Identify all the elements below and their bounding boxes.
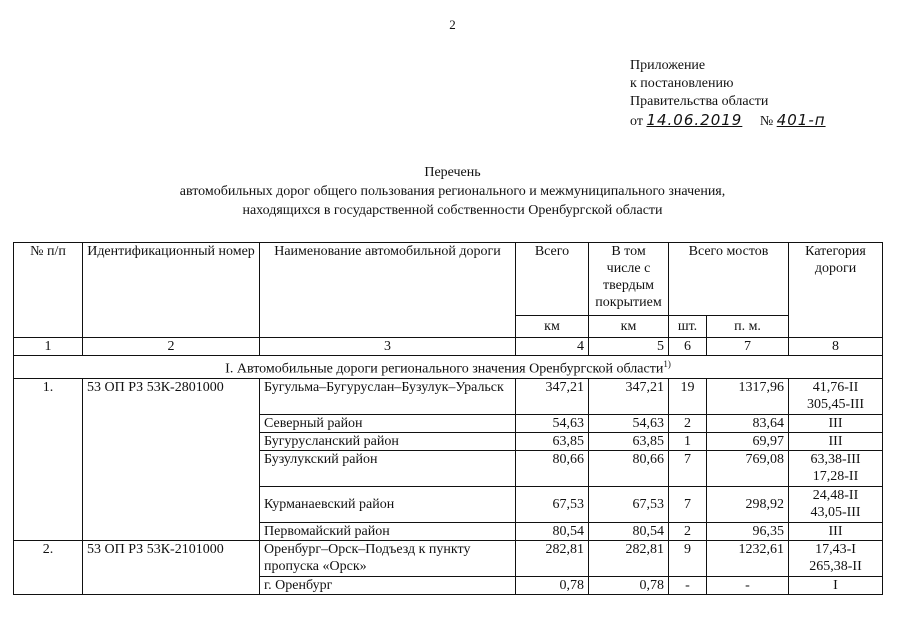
section-title — [14, 356, 883, 379]
road-category: 17,43-I 265,38-II — [789, 540, 883, 576]
appendix-line2: к постановлению — [630, 76, 734, 91]
road-paved: 347,21 — [589, 378, 669, 414]
col-number: 3 — [260, 338, 516, 356]
district-name: Курманаевский район — [260, 486, 516, 522]
district-name: Первомайский район — [260, 522, 516, 540]
header-total: Всего — [516, 243, 589, 316]
handwritten-date: 14.06.2019 — [646, 111, 743, 129]
title-line3: находящихся в государственной собственности Оренбургской области — [242, 203, 663, 218]
road-name: Бугульма–Бугуруслан–Бузулук–Уральск — [260, 378, 516, 414]
district-paved: 54,63 — [589, 414, 669, 432]
district-category: III — [789, 522, 883, 540]
district-bridges: 2 — [669, 414, 707, 432]
header-category: Категория дороги — [789, 243, 883, 338]
unit-bridges-count: шт. — [669, 316, 707, 338]
appendix-line1: Приложение — [630, 58, 706, 73]
appendix-block — [630, 57, 826, 131]
footnote-mark: 1) — [663, 359, 671, 369]
district-total: 67,53 — [516, 486, 589, 522]
district-bridges: - — [669, 576, 707, 594]
district-bridges: 2 — [669, 522, 707, 540]
district-bridge-length: - — [707, 576, 789, 594]
road-id: 53 ОП РЗ 53К-2801000 — [83, 378, 260, 540]
col-number: 7 — [707, 338, 789, 356]
title-line2: автомобильных дорог общего пользования регионального и межмуниципального значения, — [179, 184, 726, 199]
district-bridge-length: 769,08 — [707, 450, 789, 486]
district-bridge-length: 69,97 — [707, 432, 789, 450]
document-title — [0, 163, 905, 220]
district-category: I — [789, 576, 883, 594]
district-name: г. Оренбург — [260, 576, 516, 594]
district-paved: 0,78 — [589, 576, 669, 594]
roads-table — [13, 242, 883, 595]
header-num: № п/п — [14, 243, 83, 338]
col-number: 1 — [14, 338, 83, 356]
district-bridges: 7 — [669, 450, 707, 486]
district-name: Северный район — [260, 414, 516, 432]
section-title-text: I. Автомобильные дороги регионального значения Оренбургской области — [225, 361, 664, 377]
col-number: 8 — [789, 338, 883, 356]
road-num: 2. — [14, 540, 83, 594]
road-total: 282,81 — [516, 540, 589, 576]
header-name: Наименование автомобильной дороги — [260, 243, 516, 338]
road-id: 53 ОП РЗ 53К-2101000 — [83, 540, 260, 594]
col-number: 4 — [516, 338, 589, 356]
road-category: 41,76-II 305,45-III — [789, 378, 883, 414]
road-num: 1. — [14, 378, 83, 540]
col-number: 2 — [83, 338, 260, 356]
road-name: Оренбург–Орск–Подъезд к пункту пропуска «Орск» — [260, 540, 516, 576]
district-category: 63,38-III 17,28-II — [789, 450, 883, 486]
column-numbers-row — [14, 338, 883, 356]
district-paved: 63,85 — [589, 432, 669, 450]
district-total: 80,54 — [516, 522, 589, 540]
page-number: 2 — [449, 17, 456, 32]
district-total: 0,78 — [516, 576, 589, 594]
road-total: 347,21 — [516, 378, 589, 414]
district-category: III — [789, 432, 883, 450]
appendix-date-line — [630, 111, 826, 131]
district-bridges: 7 — [669, 486, 707, 522]
handwritten-number: 401-п — [776, 111, 826, 129]
district-total: 80,66 — [516, 450, 589, 486]
title-line1: Перечень — [424, 165, 481, 180]
district-bridge-length: 96,35 — [707, 522, 789, 540]
road-bridges: 9 — [669, 540, 707, 576]
header-paved: В том числе с твердым покрытием — [589, 243, 669, 316]
col-number: 5 — [589, 338, 669, 356]
district-paved: 80,66 — [589, 450, 669, 486]
district-category: III — [789, 414, 883, 432]
road-bridges: 19 — [669, 378, 707, 414]
unit-bridges-length: п. м. — [707, 316, 789, 338]
header-id: Идентификационный номер — [83, 243, 260, 338]
road-paved: 282,81 — [589, 540, 669, 576]
unit-paved: км — [589, 316, 669, 338]
district-bridge-length: 83,64 — [707, 414, 789, 432]
table-row — [14, 378, 883, 414]
district-bridge-length: 298,92 — [707, 486, 789, 522]
road-bridge-length: 1232,61 — [707, 540, 789, 576]
from-label: от — [630, 114, 643, 129]
district-total: 63,85 — [516, 432, 589, 450]
section-row — [14, 356, 883, 379]
unit-total: км — [516, 316, 589, 338]
district-bridges: 1 — [669, 432, 707, 450]
road-bridge-length: 1317,96 — [707, 378, 789, 414]
appendix-line3: Правительства области — [630, 94, 769, 109]
district-paved: 80,54 — [589, 522, 669, 540]
col-number: 6 — [669, 338, 707, 356]
district-category: 24,48-II 43,05-III — [789, 486, 883, 522]
number-label: № — [759, 114, 774, 129]
header-bridges: Всего мостов — [669, 243, 789, 316]
district-name: Бугурусланский район — [260, 432, 516, 450]
district-paved: 67,53 — [589, 486, 669, 522]
header-row — [14, 243, 883, 316]
district-total: 54,63 — [516, 414, 589, 432]
district-name: Бузулукский район — [260, 450, 516, 486]
table-row — [14, 540, 883, 576]
